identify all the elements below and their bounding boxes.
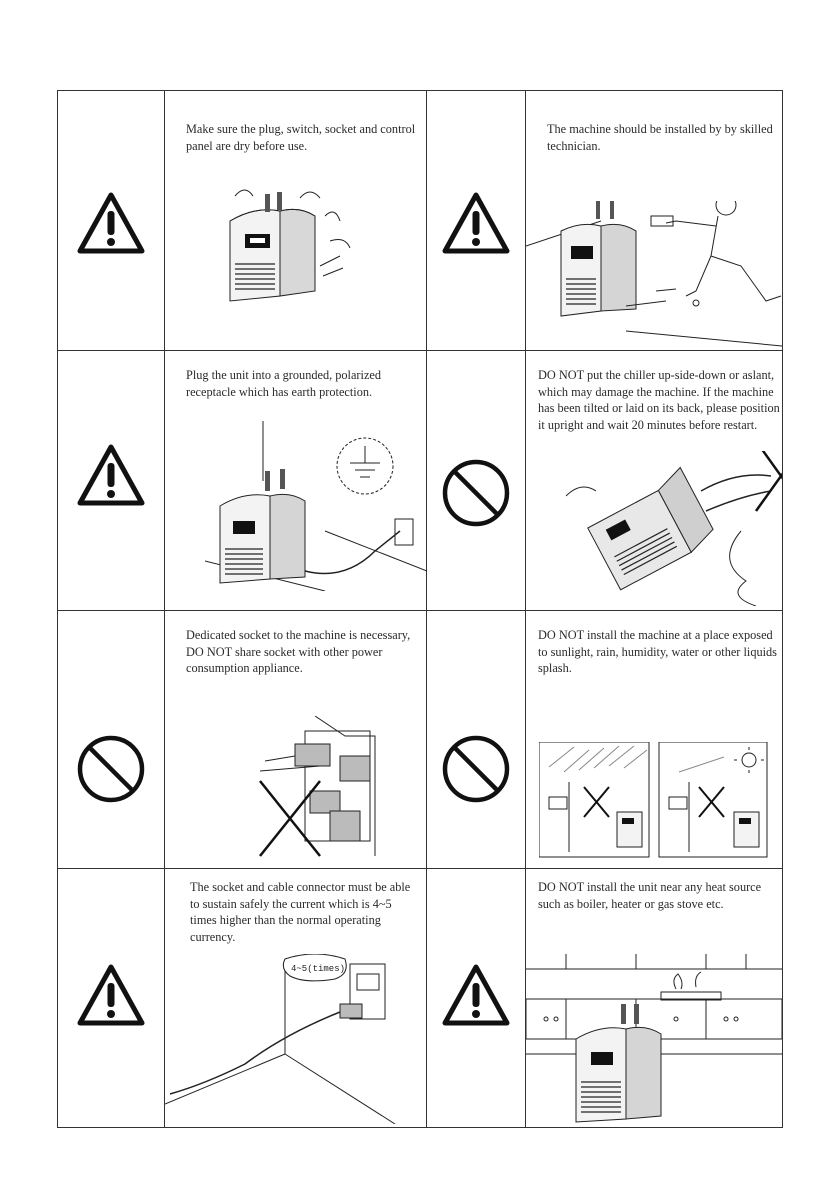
instruction-cell [526, 351, 782, 610]
warning-triangle-icon [76, 443, 146, 507]
table-row [58, 351, 782, 611]
prohibition-icon [441, 734, 511, 804]
instruction-text: DO NOT install the machine at a place exposed to sunlight, rain, humidity, water or other liquids splash. [538, 628, 777, 675]
instruction-cell [165, 91, 427, 350]
table-row [58, 869, 782, 1127]
instruction-cell [165, 351, 427, 610]
icon-cell [427, 91, 526, 350]
socket-current-illustration [165, 954, 427, 1124]
instruction-text: DO NOT install the unit near any heat source such as boiler, heater or gas stove etc. [538, 880, 762, 911]
icon-cell [58, 869, 165, 1127]
prohibition-icon [441, 458, 511, 528]
safety-instructions-table [57, 90, 783, 1128]
warning-triangle-icon [441, 191, 511, 255]
tilted-chiller-illustration [556, 451, 782, 606]
instruction-cell [526, 869, 782, 1127]
table-row [58, 611, 782, 869]
icon-cell [427, 351, 526, 610]
warning-triangle-icon [76, 191, 146, 255]
chiller-wet-illustration [215, 186, 375, 316]
shared-socket-illustration [245, 716, 427, 861]
instruction-text: Dedicated socket to the machine is necessary, DO NOT share socket with other power consumption appliance. [186, 628, 411, 675]
instruction-cell [165, 611, 427, 868]
instruction-cell [165, 869, 427, 1127]
prohibition-icon [76, 734, 146, 804]
icon-cell [427, 611, 526, 868]
instruction-cell [526, 91, 782, 350]
icon-cell [58, 351, 165, 610]
instruction-text: The machine should be installed by by skilled technician. [547, 122, 773, 153]
warning-triangle-icon [76, 963, 146, 1027]
instruction-cell [526, 611, 782, 868]
warning-triangle-icon [441, 963, 511, 1027]
icon-cell [58, 91, 165, 350]
sunlight-rain-illustration [539, 742, 769, 862]
heat-source-illustration [526, 954, 782, 1124]
grounded-plug-illustration [205, 421, 427, 591]
instruction-text: The socket and cable connector must be able to sustain safely the current which is 4~5 times higher than the normal operating currency. [190, 880, 411, 944]
icon-cell [58, 611, 165, 868]
current-callout: 4~5(times) [291, 964, 346, 974]
technician-installing-illustration [526, 201, 782, 351]
instruction-text: Plug the unit into a grounded, polarized receptacle which has earth protection. [186, 368, 382, 399]
instruction-text: DO NOT put the chiller up-side-down or aslant, which may damage the machine. If the machine has been tilted or laid on its back, please position it upright and wait 20 minutes before restart. [538, 368, 780, 432]
table-row [58, 91, 782, 351]
instruction-text: Make sure the plug, switch, socket and control panel are dry before use. [186, 122, 416, 153]
icon-cell [427, 869, 526, 1127]
